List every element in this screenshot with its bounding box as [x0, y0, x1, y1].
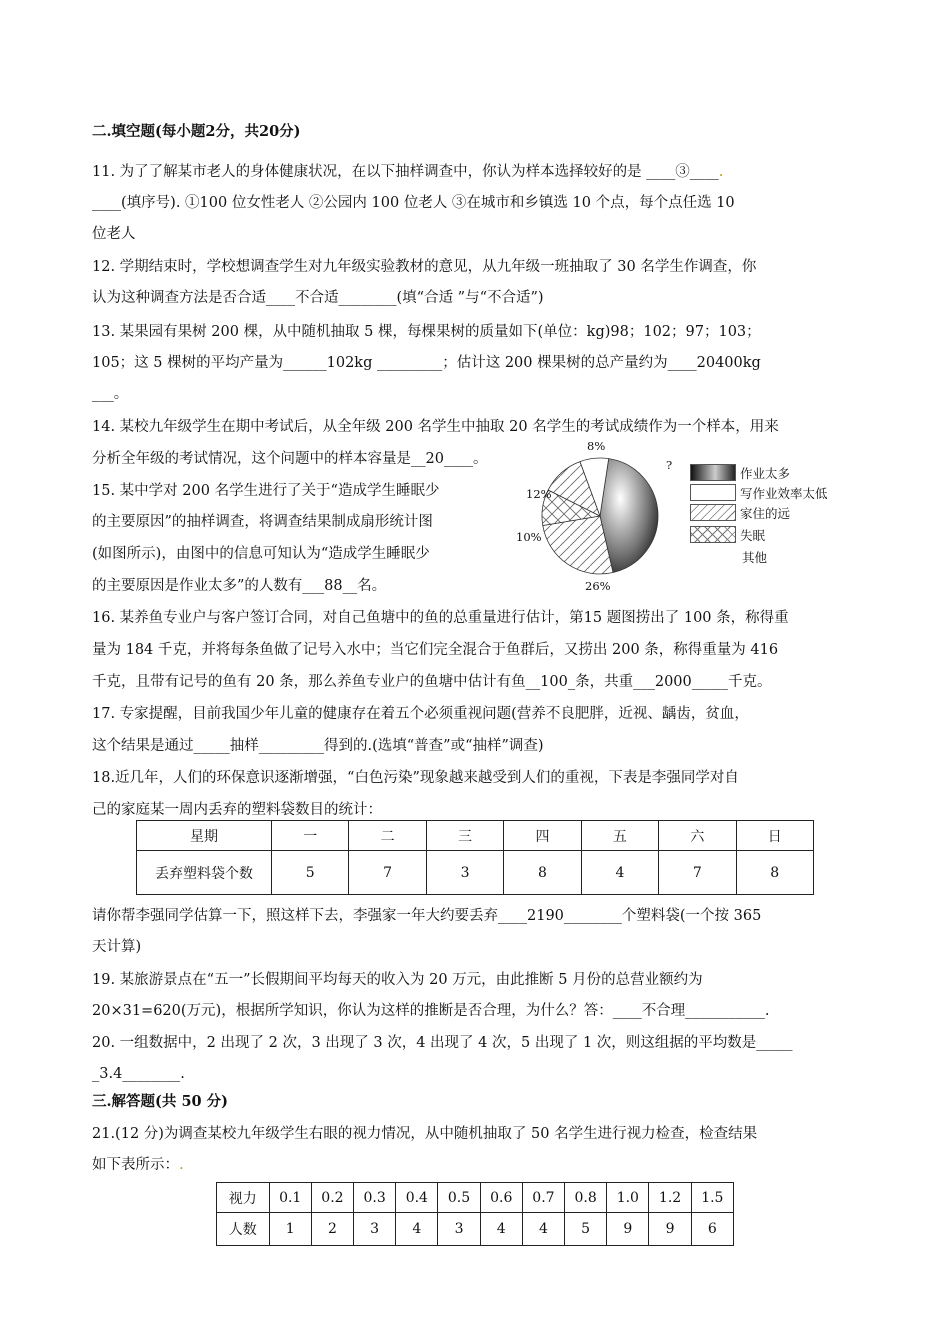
- table-cell: 人数: [217, 1213, 270, 1246]
- q18-line-3: 请你帮李强同学估算一下，照这样下去，李强家一年大约要丢弃____2190________个塑料袋(一个按 365: [92, 908, 762, 924]
- figure-caption: 15 题图: [583, 610, 636, 626]
- table-cell: 3: [354, 1213, 396, 1246]
- q16-line-1: 16. 某养鱼专业户与客户签订合同，对自己鱼塘中的鱼的总重量进行估计，第15 题图捞出了 100 条，称得重: [92, 610, 789, 626]
- table-cell: 0.6: [480, 1183, 522, 1213]
- table-cell: 4: [581, 851, 658, 895]
- table-cell: 1.0: [607, 1183, 649, 1213]
- q20-line-1: 20. 一组数据中，2 出现了 2 次，3 出现了 3 次，4 出现了 4 次，5 出现了 1 次，则这组据的平均数是_____: [92, 1035, 793, 1051]
- q21-line-2: 如下表所示：.: [92, 1157, 184, 1173]
- table-cell: 5: [565, 1213, 607, 1246]
- table-cell: 0.1: [269, 1183, 311, 1213]
- q20-line-2: _3.4________.: [92, 1066, 185, 1082]
- q18-line-2: 己的家庭某一周内丢弃的塑料袋数目的统计：: [92, 802, 382, 818]
- table-cell: 3: [426, 851, 503, 895]
- table-cell: 0.4: [396, 1183, 438, 1213]
- q16-line-3: 千克，且带有记号的鱼有 20 条，那么养鱼专业户的鱼塘中估计有鱼__100_条，共重___2000_____千克。: [92, 674, 772, 690]
- yellow-dot: .: [718, 164, 724, 180]
- q13-line-2: 105；这 5 棵树的平均产量为______102kg _________；估计这 200 棵果树的总产量约为____20400kg: [92, 355, 761, 371]
- table-cell: 0.7: [522, 1183, 564, 1213]
- table-cell: 2: [311, 1213, 353, 1246]
- table-cell: 六: [659, 821, 736, 851]
- table-cell: 6: [691, 1213, 733, 1246]
- table-cell: 三: [426, 821, 503, 851]
- q16-line-2: 量为 184 千克，并将每条鱼做了记号入水中；当它们完全混合于鱼群后，又捞出 200 条，称得重量为 416: [92, 642, 779, 658]
- pie-chart: [510, 436, 690, 596]
- table-cell: 9: [649, 1213, 691, 1246]
- pct-label-12: 12%: [526, 487, 552, 501]
- table-cell: 1: [269, 1213, 311, 1246]
- vision-table: [216, 1182, 734, 1246]
- table-cell: 四: [504, 821, 581, 851]
- table-cell: 1.5: [691, 1183, 733, 1213]
- table-cell: 五: [581, 821, 658, 851]
- q17-line-1: 17. 专家提醒，目前我国少年儿童的健康存在着五个必须重视问题(营养不良肥胖，近视、龋齿，贫血，: [92, 706, 749, 722]
- q11-line-1: 11. 为了了解某市老人的身体健康状况，在以下抽样调查中，你认为样本选择较好的是 ____③____.: [92, 164, 724, 180]
- plastic-bag-table: [136, 820, 814, 895]
- table-cell: 4: [480, 1213, 522, 1246]
- legend-swatch: [690, 526, 736, 543]
- q13-line-1: 13. 某果园有果树 200 棵，从中随机抽取 5 棵，每棵果树的质量如下(单位：kg)98；102；97；103；: [92, 324, 761, 340]
- table-cell: 4: [396, 1213, 438, 1246]
- table-cell: 0.2: [311, 1183, 353, 1213]
- legend-swatch: [690, 504, 736, 521]
- pct-label-question: ?: [666, 458, 673, 472]
- q13-line-3: ___。: [92, 386, 129, 402]
- table-cell: 8: [504, 851, 581, 895]
- yellow-dot: .: [179, 1157, 184, 1173]
- table-row: [137, 821, 814, 851]
- table-cell: 0.3: [354, 1183, 396, 1213]
- table-cell: 0.8: [565, 1183, 607, 1213]
- q14-line-1: 14. 某校九年级学生在期中考试后，从全年级 200 名学生中抽取 20 名学生的考试成绩作为一个样本，用来: [92, 419, 779, 435]
- q15-line-3: (如图所示)，由图中的信息可知认为“造成学生睡眠少: [92, 546, 430, 562]
- table-cell: 一: [272, 821, 349, 851]
- q12-line-2: 认为这种调查方法是否合适____不合适________(填“合适 ”与“不合适”): [92, 290, 544, 306]
- q14-line-2: 分析全年级的考试情况，这个问题中的样本容量是__20____。: [92, 451, 488, 467]
- table-cell: 9: [607, 1213, 649, 1246]
- q18-line-1: 18.近几年，人们的环保意识逐渐增强，“白色污染”现象越来越受到人们的重视，下表是李强同学对自: [92, 770, 739, 786]
- q12-line-1: 12. 学期结束时，学校想调查学生对九年级实验教材的意见，从九年级一班抽取了 30 名学生作调查，你: [92, 259, 757, 275]
- pct-label-26: 26%: [585, 579, 611, 593]
- section-2-title: 二.填空题(每小题2分，共20分): [92, 123, 301, 140]
- table-cell: 8: [736, 851, 813, 895]
- table-cell: 7: [349, 851, 426, 895]
- table-cell: 视力: [217, 1183, 270, 1213]
- table-cell: 星期: [137, 821, 272, 851]
- table-cell: 3: [438, 1213, 480, 1246]
- table-cell: 0.5: [438, 1183, 480, 1213]
- table-cell: 二: [349, 821, 426, 851]
- table-cell: 7: [659, 851, 736, 895]
- q15-line-2: 的主要原因”的抽样调查，将调查结果制成扇形统计图: [92, 514, 433, 530]
- q19-line-2: 20×31=620(万元)，根据所学知识，你认为这样的推断是否合理，为什么？答：____不合理___________.: [92, 1003, 770, 1019]
- table-cell: 丢弃塑料袋个数: [137, 851, 272, 895]
- q21-line-1: 21.(12 分)为调查某校九年级学生右眼的视力情况，从中随机抽取了 50 名学生进行视力检查，检查结果: [92, 1126, 758, 1142]
- table-row: [217, 1213, 734, 1246]
- q19-line-1: 19. 某旅游景点在“五一”长假期间平均每天的收入为 20 万元，由此推断 5 月份的总营业额约为: [92, 972, 703, 988]
- table-cell: 1.2: [649, 1183, 691, 1213]
- q17-line-2: 这个结果是通过_____抽样_________得到的.(选填“普查”或“抽样”调查): [92, 738, 544, 754]
- table-cell: 4: [522, 1213, 564, 1246]
- legend-swatch: [690, 484, 736, 501]
- pct-label-10: 10%: [516, 530, 542, 544]
- table-row: [137, 851, 814, 895]
- q15-line-4: 的主要原因是作业太多”的人数有___88__名。: [92, 578, 387, 594]
- q11-line-3: 位老人: [92, 226, 136, 242]
- pct-label-8: 8%: [587, 439, 606, 453]
- q15-line-1: 15. 某中学对 200 名学生进行了关于“造成学生睡眠少: [92, 483, 440, 499]
- q18-line-4: 天计算): [92, 939, 142, 955]
- section-3-title: 三.解答题(共 50 分): [92, 1093, 229, 1110]
- worksheet-page: 二.填空题(每小题2分，共20分) 11. 为了了解某市老人的身体健康状况，在以下抽样调查中，你认为样本选择较好的是 ____③____. ____(填序号). ①100 位女性老人 ②公园内 100 位老人 ③在城市和乡镇选 10 个点，每个点任选 10 位老人 12. 学期结束时，学校想调查学生对九年级实验教材的意见，从九年级一班抽取了 30 名学生作调查，你 认为这种调查方法是否合适____不合适________(填“合适 ”与“不合适”) 13. 某果园有果树 200 棵，从中随机抽取 5 棵，每棵果树的质量如下(单位：kg)98；102；97；103； 105；这 5 棵树的平均产量为______102kg _________；估计这 200 棵果树的总产量约为____20400kg ___。 14. 某校九年级学生在期中考试后，从全年级 200 名学生中抽取 20 名学生的考试成绩作为一个样本，用来 分析全年级的考试情况，这个问题中的样本容量是__20____。 15. 某中学对 200 名学生进行了关于“造成学生睡眠少 的主要原因”的抽样调查，将调查结果制成扇形统计图 (如图所示)，由图中的信息可知认为“造成学生睡眠少 的主要原因是作业太多”的人数有___88__名。 8% ? 12% 10% 26% 作业太多 写作业效率太低 家住的远 失眠 其他 16. 某养鱼专业户与客户签订合同，对自己鱼塘中的鱼的总重量进行估计，第15 题图捞出了 100 条，称得重 量为 184 千克，并将每条鱼做了记号入水中；当它们完全混合于鱼群后，又捞出 200 条，称得重量为 416 千克，且带有记号的鱼有 20 条，那么养鱼专业户的鱼塘中估计有鱼__100_条，共重___2000_____千克。 17. 专家提醒，目前我国少年儿童的健康存在着五个必须重视问题(营养不良肥胖，近视、龋齿，贫血， 这个结果是通过_____抽样_________得到的.(选填“普查”或“抽样”调查) 18.近几年，人们的环保意识逐渐增强，“白色污染”现象越来越受到人们的重视，下表是李强同学对自 己的家庭某一周内丢弃的塑料袋数目的统计： 星期 一 二 三 四 五 六 日 丢弃塑料袋个数 5 7 3 8 4 7 8 请你帮李强同学估算一下，照这样下去，李强家一年大约要丢弃____2190________个塑料袋(一个按 365 天计算) 19. 某旅游景点在“五一”长假期间平均每天的收入为 20 万元，由此推断 5 月份的总营业额约为 20×31=620(万元)，根据所学知识，你认为这样的推断是否合理，为什么？答：____不合理___________. 20. 一组数据中，2 出现了 2 次，3 出现了 3 次，4 出现了 4 次，5 出现了 1 次，则这组据的平均数是_____ _3.4________. 三.解答题(共 50 分) 21.(12 分)为调查某校九年级学生右眼的视力情况，从中随机抽取了 50 名学生进行视力检查，检查结果 如下表所示：. 视力 0.1 0.2 0.3 0.4 0.5 0.6 0.7 0.8 1.0 1.2 1.5 人数 1 2 3 4 3 4 4 5 9 9 6: [0, 0, 950, 1344]
- table-cell: 日: [736, 821, 813, 851]
- table-cell: 5: [272, 851, 349, 895]
- q11-line-2: ____(填序号). ①100 位女性老人 ②公园内 100 位老人 ③在城市和乡镇选 10 个点，每个点任选 10: [92, 195, 735, 211]
- table-row: [217, 1183, 734, 1213]
- legend-swatch: [690, 464, 736, 481]
